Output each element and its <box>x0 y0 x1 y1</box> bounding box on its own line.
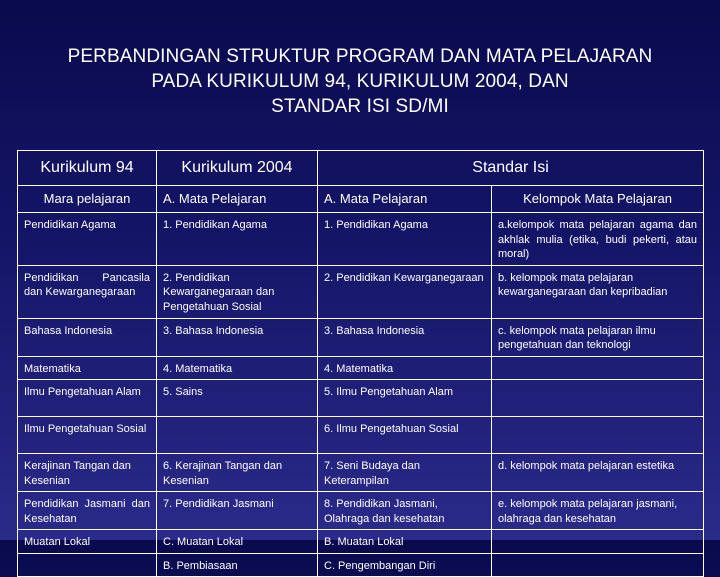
cell-k2004: 7. Pendidikan Jasmani <box>157 492 318 530</box>
table-row <box>18 380 704 417</box>
cell-k94: Ilmu Pengetahuan Sosial <box>18 417 157 454</box>
cell-si-mapel: 8. Pendidikan Jasmani, Olahraga dan kesehatan <box>318 492 492 530</box>
cell-k94: Bahasa Indonesia <box>18 318 157 356</box>
cell-si-mapel: B. Muatan Lokal <box>318 530 492 554</box>
cell-si-kelompok: a.kelompok mata pelajaran agama dan akhlak mulia (etika, budi pekerti, atau moral) <box>492 213 704 266</box>
header-kurikulum-2004: Kurikulum 2004 <box>157 151 318 186</box>
subheader-si-mapel: A. Mata Pelajaran <box>318 186 492 213</box>
table-row <box>18 356 704 380</box>
cell-k94: Matematika <box>18 356 157 380</box>
title-line-1: PERBANDINGAN STRUKTUR PROGRAM DAN MATA PELAJARAN <box>67 46 653 67</box>
cell-si-kelompok: e. kelompok mata pelajaran jasmani, olahraga dan kesehatan <box>492 492 704 530</box>
page-title <box>0 44 720 119</box>
cell-si-mapel: 2. Pendidikan Kewarganegaraan <box>318 265 492 318</box>
cell-k2004: 5. Sains <box>157 380 318 417</box>
cell-k94: Pendidikan Agama <box>18 213 157 266</box>
comparison-table <box>17 150 704 577</box>
cell-k2004: 4. Matematika <box>157 356 318 380</box>
cell-k94: Kerajinan Tangan dan Kesenian <box>18 454 157 492</box>
title-line-3: STANDAR ISI SD/MI <box>271 96 449 117</box>
table-row <box>18 417 704 454</box>
cell-k94: Muatan Lokal <box>18 530 157 554</box>
cell-si-mapel: 1. Pendidikan Agama <box>318 213 492 266</box>
table-row <box>18 318 704 356</box>
header-standar-isi: Standar Isi <box>318 151 704 186</box>
cell-si-kelompok <box>492 380 704 417</box>
cell-k2004: 3. Bahasa Indonesia <box>157 318 318 356</box>
subheader-si-kelompok: Kelompok Mata Pelajaran <box>492 186 704 213</box>
cell-k94: Pendidikan Jasmani dan Kesehatan <box>18 492 157 530</box>
subheader-k2004: A. Mata Pelajaran <box>157 186 318 213</box>
cell-si-mapel: C. Pengembangan Diri <box>318 553 492 577</box>
title-line-2: PADA KURIKULUM 94, KURIKULUM 2004, DAN <box>151 71 569 92</box>
cell-k94 <box>18 553 157 577</box>
cell-k2004: B. Pembiasaan <box>157 553 318 577</box>
cell-k2004: 6. Kerajinan Tangan dan Kesenian <box>157 454 318 492</box>
table-row <box>18 492 704 530</box>
table-row <box>18 553 704 577</box>
cell-k2004 <box>157 417 318 454</box>
cell-si-kelompok: b. kelompok mata pelajaran kewarganegaraan dan kepribadian <box>492 265 704 318</box>
cell-si-kelompok <box>492 417 704 454</box>
header-kurikulum-94: Kurikulum 94 <box>18 151 157 186</box>
cell-k94: Ilmu Pengetahuan Alam <box>18 380 157 417</box>
cell-k2004: 1. Pendidikan Agama <box>157 213 318 266</box>
cell-si-kelompok: d. kelompok mata pelajaran estetika <box>492 454 704 492</box>
table-header-row <box>18 151 704 186</box>
cell-si-kelompok <box>492 530 704 554</box>
table-row <box>18 213 704 266</box>
table-row <box>18 454 704 492</box>
cell-k2004: C. Muatan Lokal <box>157 530 318 554</box>
cell-si-mapel: 7. Seni Budaya dan Keterampilan <box>318 454 492 492</box>
table-row <box>18 265 704 318</box>
cell-si-mapel: 6. Ilmu Pengetahuan Sosial <box>318 417 492 454</box>
cell-si-kelompok <box>492 553 704 577</box>
table-row <box>18 530 704 554</box>
cell-k2004: 2. Pendidikan Kewarganegaraan dan Pengetahuan Sosial <box>157 265 318 318</box>
cell-si-kelompok <box>492 356 704 380</box>
table-subheader-row <box>18 186 704 213</box>
subheader-k94: Mara pelajaran <box>18 186 157 213</box>
cell-si-mapel: 4. Matematika <box>318 356 492 380</box>
cell-si-mapel: 3. Bahasa Indonesia <box>318 318 492 356</box>
cell-si-kelompok: c. kelompok mata pelajaran ilmu pengetahuan dan teknologi <box>492 318 704 356</box>
cell-si-mapel: 5. Ilmu Pengetahuan Alam <box>318 380 492 417</box>
cell-k94: Pendidikan Pancasila dan Kewarganegaraan <box>18 265 157 318</box>
